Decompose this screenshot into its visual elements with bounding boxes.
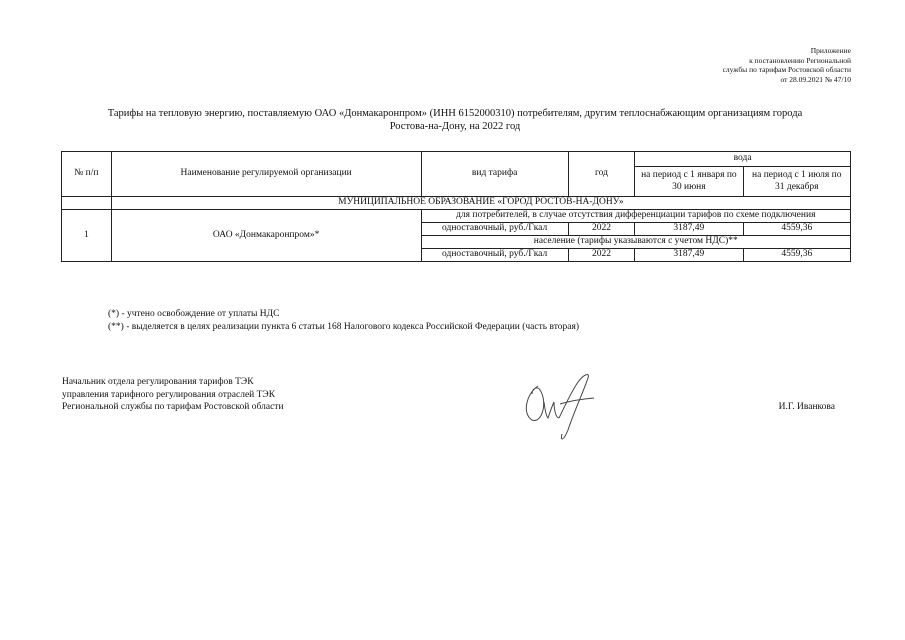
signatory-position bbox=[62, 376, 284, 414]
header-tariff-type: вид тарифа bbox=[421, 152, 568, 197]
footnotes bbox=[108, 308, 579, 334]
cell-year: 2022 bbox=[568, 222, 634, 235]
position-line: управления тарифного регулирования отраслей ТЭК bbox=[62, 389, 276, 400]
header-year: год bbox=[568, 152, 634, 197]
header-group-water: вода bbox=[635, 152, 851, 167]
footnote: (*) - учтено освобождение от уплаты НДС bbox=[108, 309, 280, 319]
row-org: ОАО «Донмакаронпром»* bbox=[111, 210, 421, 262]
header-period-2: на период с 1 июля по 31 декабря bbox=[743, 167, 850, 197]
position-line: Региональной службы по тарифам Ростовской области bbox=[62, 402, 284, 412]
cell-period-1: 3187,49 bbox=[635, 248, 743, 261]
appendix-line: к постановлению Региональной bbox=[749, 55, 851, 65]
signatory-name: И.Г. Иванкова bbox=[778, 402, 835, 412]
header-row bbox=[62, 152, 851, 167]
section-num-cell bbox=[62, 197, 112, 210]
cell-period-1: 3187,49 bbox=[635, 222, 743, 235]
handwritten-signature bbox=[512, 368, 612, 446]
group-label: население (тарифы указываются с учетом НДС)** bbox=[421, 235, 850, 248]
appendix-line: Приложение bbox=[810, 46, 851, 55]
cell-year: 2022 bbox=[568, 248, 634, 261]
appendix-header bbox=[723, 46, 851, 84]
group-label-row bbox=[62, 210, 851, 223]
header-org: Наименование регулируемой организации bbox=[111, 152, 421, 197]
group-label: для потребителей, в случае отсутствия дифференциации тарифов по схеме подключения bbox=[421, 210, 850, 223]
document-title bbox=[60, 107, 850, 133]
appendix-line: службы по тарифам Ростовской области bbox=[722, 65, 851, 74]
header-period-1: на период с 1 января по 30 июня bbox=[635, 167, 743, 197]
tariff-table bbox=[61, 151, 851, 262]
cell-tariff-type: одноставочный, руб./Гкал bbox=[421, 222, 568, 235]
cell-period-2: 4559,36 bbox=[743, 248, 850, 261]
title-line: Ростова-на-Дону, на 2022 год bbox=[389, 121, 521, 132]
cell-period-2: 4559,36 bbox=[743, 222, 850, 235]
cell-tariff-type: одноставочный, руб./Гкал bbox=[421, 248, 568, 261]
footnote: (**) - выделяется в целях реализации пункта 6 статьи 168 Налогового кодекса Российской Федерации (часть вторая) bbox=[108, 322, 580, 332]
title-line: Тарифы на тепловую энергию, поставляемую ОАО «Донмакаронпром» (ИНН 6152000310) потребителям, другим теплоснабжающим организациям города bbox=[107, 108, 803, 119]
position-line: Начальник отдела регулирования тарифов ТЭК bbox=[62, 377, 254, 387]
section-row bbox=[62, 197, 851, 210]
appendix-line: от 28.09.2021 № 47/10 bbox=[780, 74, 851, 84]
header-num: № п/п bbox=[62, 152, 112, 197]
row-num: 1 bbox=[62, 210, 112, 262]
section-title: МУНИЦИПАЛЬНОЕ ОБРАЗОВАНИЕ «ГОРОД РОСТОВ-НА-ДОНУ» bbox=[111, 197, 850, 210]
